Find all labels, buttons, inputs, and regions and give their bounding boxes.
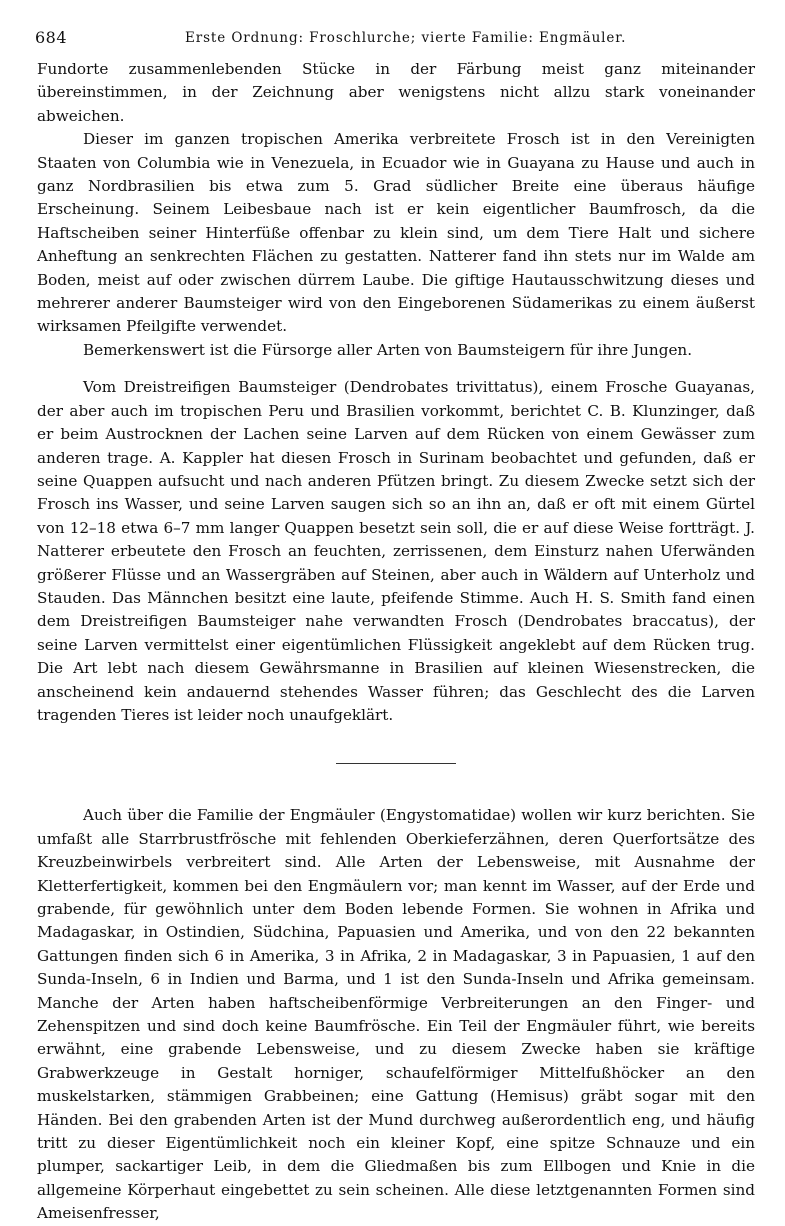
page-header [35, 26, 755, 50]
paragraph-distribution: Dieser im ganzen tropischen Amerika verbreitete Frosch ist in den Vereinigten Staaten von Columbia wie in Venezuela, in Ecuador wie in Guayana zu Hause und auch in ganz Nordbrasilien bis etwa zum 5. Grad südlicher Breite eine überaus häufige Erscheinung. Seinem Leibesbaue nach ist er kein eigentlicher Baumfrosch, da die Haftscheiben seiner Hinterfüße offenbar zu klein sind, um dem Tiere Halt und sichere Anheftung an senkrechten Flächen zu gestatten. Natterer fand ihn stets nur im Walde am Boden, meist auf oder zwischen dürrem Laube. Die giftige Hautausschwitzung dieses und mehrerer anderer Baumsteiger wird von den Eingeborenen Südamerikas zu einem äußerst wirksamen Pfeilgifte verwendet. [37, 130, 755, 336]
paragraph-parental-care: Bemerkenswert ist die Fürsorge aller Arten von Baumsteigern für ihre Jungen. [83, 340, 693, 359]
paragraph-dendrobates-trivittatus: Vom Dreistreifigen Baumsteiger (Dendrobates trivittatus), einem Frosche Guayanas, der aber auch im tropischen Peru und Brasilien vorkommt, berichtet C. B. Klunzinger, daß er beim Austrocknen der Lachen seine Larven auf dem Rücken von einem Gewässer zum anderen trage. A. Kappler hat diesen Frosch in Surinam beobachtet und gefunden, daß er seine Quappen aufsucht und nach anderen Pfützen bringt. Zu diesem Zwecke setzt sich der Frosch ins Wasser, und seine Larven saugen sich so an ihn an, daß er oft mit einem Gürtel von 12–18 etwa 6–7 mm langer Quappen besetzt sein soll, die er auf diese Weise fortträgt. J. Natterer erbeutete den Frosch an feuchten, zerrissenen, dem Einsturz nahen Uferwänden größerer Flüsse und an Wassergräben auf Steinen, aber auch in Wäldern auf Unterholz und Stauden. Das Männchen besitzt eine laute, pfeifende Stimme. Auch H. S. Smith fand einen dem Dreistreifigen Baumsteiger nahe verwandten Frosch (Dendrobates braccatus), der seine Larven vermittelst einer eigentümlichen Flüssigkeit angeklebt auf dem Rücken trug. Die Art lebt nach diesem Gewährsmanne in Brasilien auf kleinen Wiesenstrecken, die anscheinend kein andauernd stehendes Wasser führen; das Geschlecht des die Larven tragenden Tieres ist leider noch unaufgeklärt. [37, 378, 755, 724]
paragraph-gap [37, 362, 755, 376]
body-text [37, 58, 755, 1226]
paragraph-continuation: Fundorte zusammenlebenden Stücke in der Färbung meist ganz miteinander übereinstimmen, in der Zeichnung aber wenigstens nicht allzu stark voneinander abweichen. [37, 60, 755, 125]
running-title: Erste Ordnung: Froschlurche; vierte Familie: Engmäuler. [185, 30, 627, 46]
paragraph-engystomatidae: Auch über die Familie der Engmäuler (Engystomatidae) wollen wir kurz berichten. Sie umfaßt alle Starrbrustfrösche mit fehlenden Oberkieferzähnen, deren Querfortsätze des Kreuzbeinwirbels verbreitert sind. Alle Arten der Lebensweise, mit Ausnahme der Kletterfertigkeit, kommen bei den Engmäulern vor; man kennt im Wasser, auf der Erde und grabende, für gewöhnlich unter dem Boden lebende Formen. Sie wohnen in Afrika und Madagaskar, in Ostindien, Südchina, Papuasien und Amerika, und von den 22 bekannten Gattungen finden sich 6 in Amerika, 3 in Afrika, 2 in Madagaskar, 3 in Papuasien, 1 auf den Sunda-Inseln, 6 in Indien und Barma, und 1 ist den Sunda-Inseln und Afrika gemeinsam. Manche der Arten haben haftscheibenförmige Verbreiterungen an den Finger- und Zehenspitzen und sind doch keine Baumfrösche. Ein Teil der Engmäuler führt, wie bereits erwähnt, eine grabende Lebensweise, und zu diesem Zwecke haben sie kräftige Grabwerkzeuge in Gestalt horniger, schaufelförmiger Mittelfußhöcker an den muskelstarken, stämmigen Grabbeinen; eine Gattung (Hemisus) gräbt sogar mit den Händen. Bei den grabenden Arten ist der Mund durchweg außerordentlich eng, und häufig tritt zu dieser Eigentümlichkeit noch ein kleiner Kopf, eine spitze Schnauze und ein plumper, sackartiger Leib, in dem die Gliedmaßen bis zum Ellbogen und Knie in die allgemeine Körperhaut eingebettet zu sein scheinen. Alle diese letztgenannten Formen sind Ameisenfresser, [37, 806, 755, 1223]
page-number: 684 [35, 28, 68, 47]
section-divider [336, 763, 456, 764]
